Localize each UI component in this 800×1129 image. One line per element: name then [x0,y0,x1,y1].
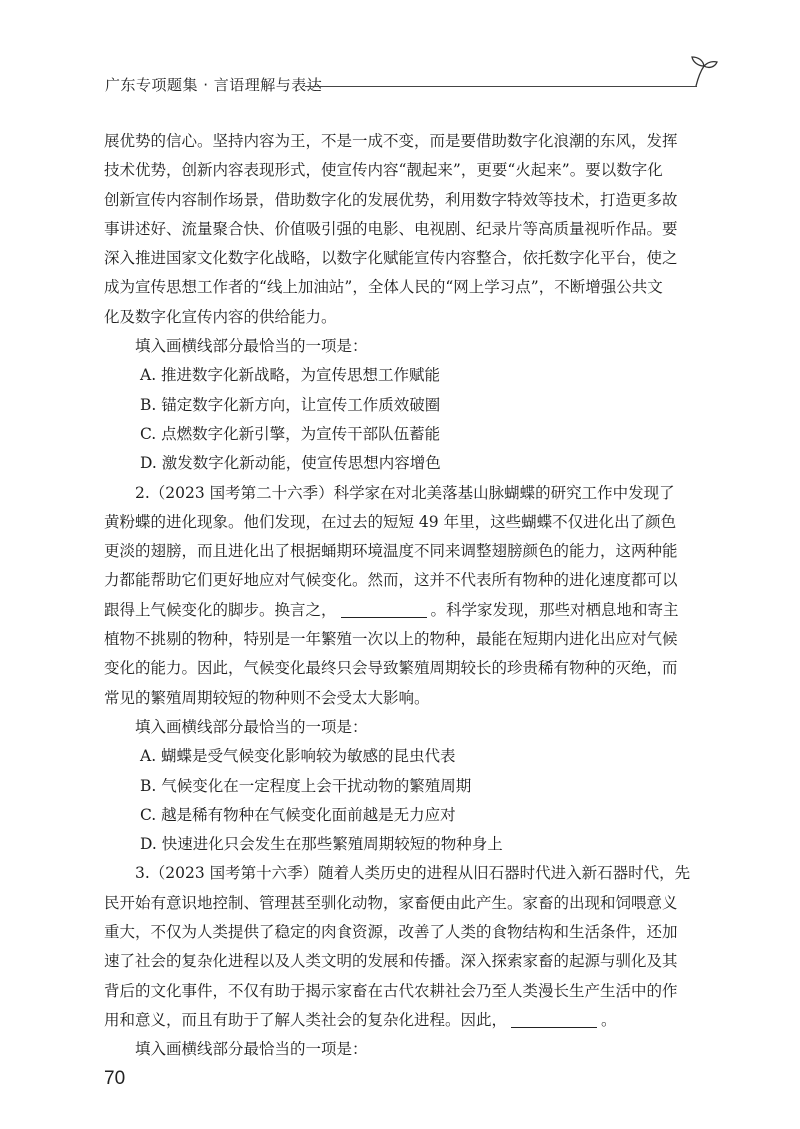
q1-option-c: C. 点燃数字化新引擎，为宣传干部队伍蓄能 [140,424,441,443]
text-line: 背后的文化事件，不仅有助于揭示家畜在古代农耕社会乃至人类漫长生产生活中的作 [104,981,678,1000]
text-line: 3.（2023 国考第十六季）随着人类历史的进程从旧石器时代进入新石器时代，先 [135,864,691,883]
q1-option-b: B. 锚定数字化新方向，让宣传工作质效破圈 [140,395,441,414]
text-line-with-blank [104,596,704,625]
q1-prompt: 填入画横线部分最恰当的一项是： [135,337,368,356]
answer-blank [511,1027,597,1028]
q2-option-d: D. 快速进化只会发生在那些繁殖周期较短的物种身上 [140,835,503,854]
text-line: 2.（2023 国考第二十六季）科学家在对北美落基山脉蝴蝶的研究工作中发现了 [135,483,675,502]
text-line: 变化的能力。因此，气候变化最终只会导致繁殖周期较长的珍贵稀有物种的灭绝，而 [104,659,678,678]
header-title: 广东专项题集 · 言语理解与表达 [105,76,323,94]
text-line: 重大，不仅为人类提供了稳定的肉食资源，改善了人类的食物结构和生活条件，还加 [104,923,678,942]
text-line: 化及数字化宣传内容的供给能力。 [104,307,337,326]
q2-option-b: B. 气候变化在一定程度上会干扰动物的繁殖周期 [140,776,472,795]
sprout-icon [690,56,718,88]
text-line: 成为宣传思想工作者的“线上加油站”，全体人民的“网上学习点”，不断增强公共文 [104,278,663,297]
passage-continued [104,127,704,332]
q2-prompt: 填入画横线部分最恰当的一项是： [135,717,368,736]
text-line: 展优势的信心。坚持内容为王，不是一成不变，而是要借助数字化浪潮的东风，发挥 [104,132,678,150]
page-number: 70 [104,1068,126,1089]
text-after-blank: 。科学家发现，那些对栖息地和寄主 [430,600,679,619]
running-header [105,74,715,104]
q2-stem [104,479,704,713]
text-after-blank: 。 [601,1010,617,1029]
text-before-blank: 用和意义，而且有助于了解人类社会的复杂化进程。因此， [104,1010,508,1029]
q2-option-c: C. 越是稀有物种在气候变化面前越是无力应对 [140,805,456,824]
q2-option-a: A. 蝴蝶是受气候变化影响较为敏感的昆虫代表 [140,747,456,766]
text-line: 常见的繁殖周期较短的物种则不会受太大影响。 [104,688,430,707]
text-line: 更淡的翅膀，而且进化出了根据蛹期环境温度不同来调整翅膀颜色的能力，这两种能 [104,542,678,561]
text-line-with-blank [104,1006,704,1035]
text-line: 植物不挑剔的物种，特别是一年繁殖一次以上的物种，最能在短期内进化出应对气候 [104,630,678,649]
text-line: 力都能帮助它们更好地应对气候变化。然而，这并不代表所有物种的进化速度都可以 [104,571,678,590]
page-content [104,127,704,1065]
text-before-blank: 跟得上气候变化的脚步。换言之， [104,600,337,619]
q3-prompt: 填入画横线部分最恰当的一项是： [135,1040,368,1059]
text-line: 创新宣传内容制作场景，借助数字化的发展优势，利用数字特效等技术，打造更多故 [104,190,678,209]
text-line: 技术优势，创新内容表现形式，使宣传内容“靓起来”，更要“火起来”。要以数字化 [104,161,663,180]
header-rule [305,86,697,87]
text-line: 深入推进国家文化数字化战略，以数字化赋能宣传内容整合，依托数字化平台，使之 [104,249,678,268]
text-line: 黄粉蝶的进化现象。他们发现，在过去的短短 49 年里，这些蝴蝶不仅进化出了颜色 [104,512,677,531]
text-line: 速了社会的复杂化进程以及人类文明的发展和传播。深入探索家畜的起源与驯化及其 [104,952,678,971]
answer-blank [341,617,427,618]
text-line: 事讲述好、流量聚合快、价值吸引强的电影、电视剧、纪录片等高质量视听作品。要 [104,219,678,238]
q1-option-a: A. 推进数字化新战略，为宣传思想工作赋能 [140,366,441,385]
q3-stem [104,859,704,1035]
text-line: 民开始有意识地控制、管理甚至驯化动物，家畜便由此产生。家畜的出现和饲喂意义 [104,893,678,912]
q1-option-d: D. 激发数字化新动能，使宣传思想内容增色 [140,454,441,473]
